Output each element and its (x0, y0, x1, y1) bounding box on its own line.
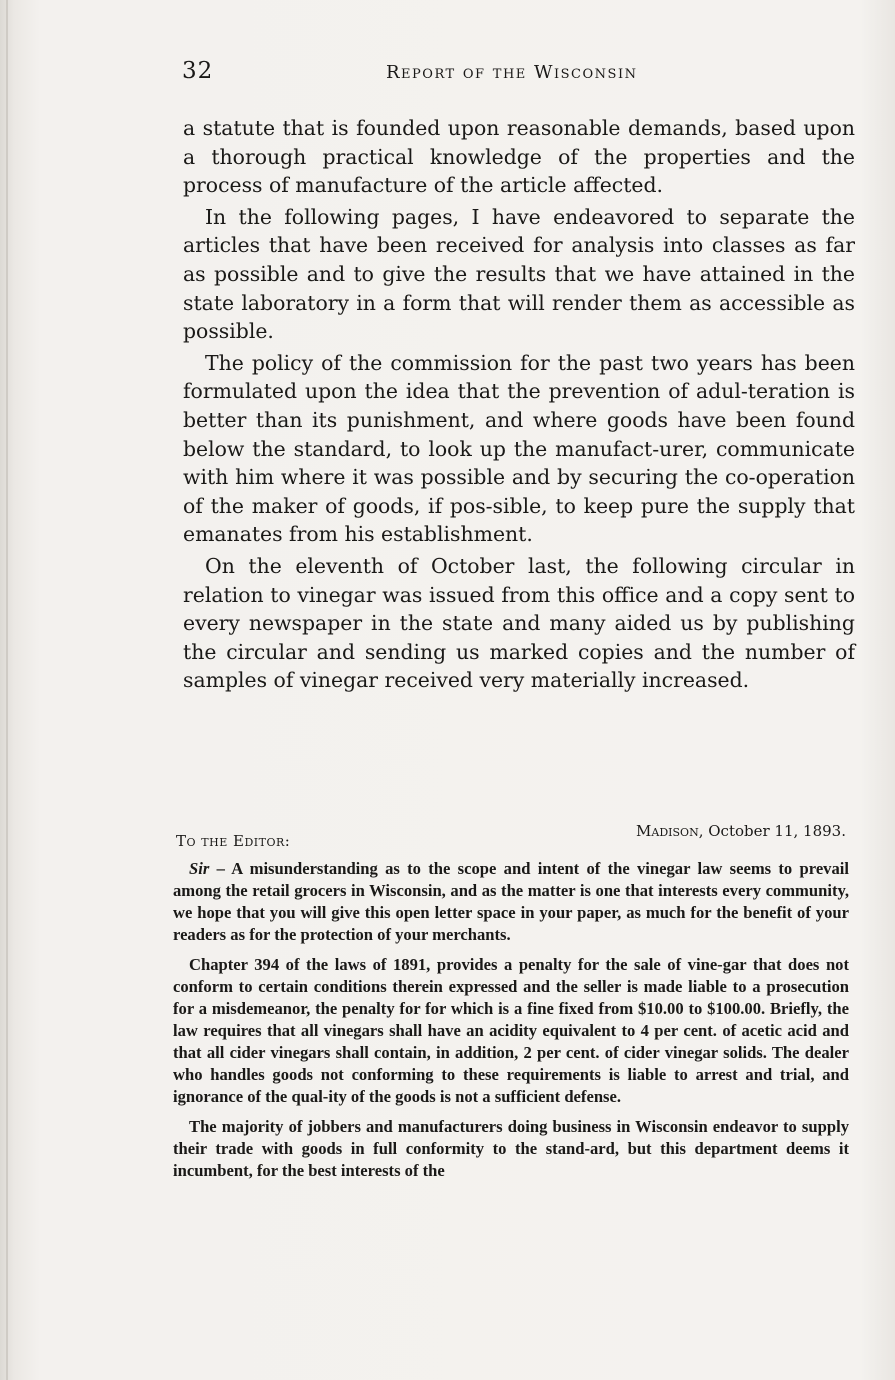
letter-salutation: To the Editor: (176, 832, 291, 850)
body-text (183, 114, 855, 698)
page-number: 32 (182, 58, 214, 84)
letter-dateline (636, 822, 846, 840)
letter-date: October 11, 1893. (708, 822, 846, 840)
letter-place: Madison, (636, 822, 704, 840)
circular-letter (173, 858, 849, 1190)
letter-heading (176, 822, 846, 848)
running-title: Report of the Wisconsin (386, 62, 638, 83)
body-paragraph: The policy of the commission for the past two years has been formulated upon the idea that the prevention of adul-teration is better than its punishment, and where goods have been found below the standard, to look up the manufact-urer, communicate with him where it was possible and by securing the co-operation of the maker of goods, if pos-sible, to keep pure the supply that emanates from his establishment. (183, 350, 855, 547)
body-paragraph: On the eleventh of October last, the following circular in relation to vinegar was issued from this office and a copy sent to every newspaper in the state and many aided us by publishing the circular and sending us marked copies and the number of samples of vinegar received very materially increased. (183, 553, 855, 693)
letter-paragraph: Chapter 394 of the laws of 1891, provides a penalty for the sale of vine-gar that does not conform to certain conditions therein expressed and the seller is made liable to a prosecution for a misdemeanor, the penalty for for which is a fine fixed from $10.00 to $100.00. Briefly, the law requires that all vinegars shall have an acidity equivalent to 4 per cent. of acetic acid and that all cider vinegars shall contain, in addition, 2 per cent. of cider vinegar solids. The dealer who handles goods not conforming to these requirements is liable to arrest and trial, and ignorance of the qual-ity of the goods is not a sufficient defense. (173, 955, 849, 1106)
page-binding-edge (6, 0, 8, 1380)
page-header (182, 58, 862, 92)
letter-paragraph: Sir – A misunderstanding as to the scope and intent of the vinegar law seems to prevail among the retail grocers in Wisconsin, and as the matter is one that interests every community, we hope that you will give this open letter space in your paper, as much for the benefit of your readers as for the protection of your merchants. (173, 859, 849, 944)
letter-paragraph-text: A misunderstanding as to the scope and intent of the vinegar law seems to prevail among the retail grocers in Wisconsin, and as the matter is one that interests every community, we hope that you will give this open letter space in your paper, as much for the benefit of your readers as for the protection of your merchants. (173, 859, 849, 944)
letter-sir: Sir (189, 859, 210, 878)
body-paragraph: In the following pages, I have endeavored to separate the articles that have been received for analysis into classes as far as possible and to give the results that we have attained in the state laboratory in a form that will render them as accessible as possible. (183, 204, 855, 344)
letter-paragraph: The majority of jobbers and manufacturers doing business in Wisconsin endeavor to supply their trade with goods in full conformity to the stand-ard, but this department deems it incumbent, for the best interests of the (173, 1117, 849, 1180)
body-paragraph: a statute that is founded upon reasonable demands, based upon a thorough practical knowledge of the properties and the process of manufacture of the article affected. (183, 116, 855, 198)
